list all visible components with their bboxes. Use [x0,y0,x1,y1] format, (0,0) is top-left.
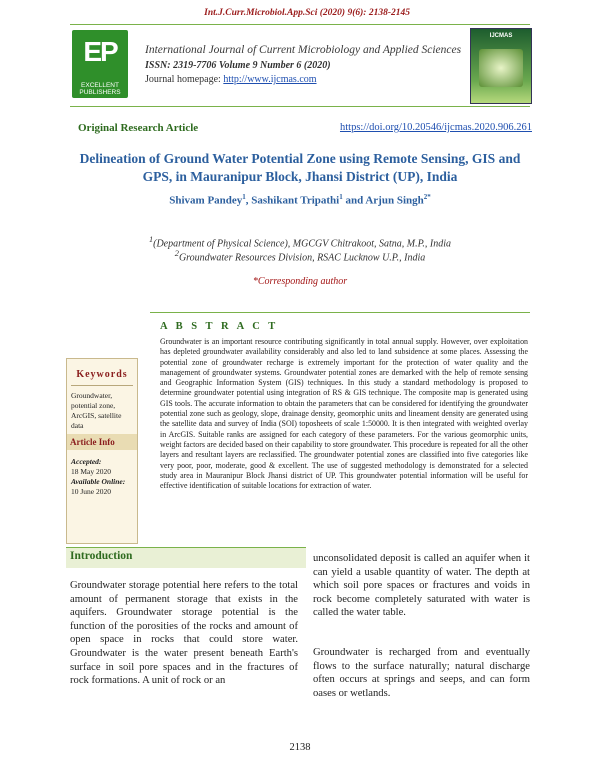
article-info-dates [71,457,135,497]
affiliation-1 [70,235,530,249]
accepted-label: Accepted: [71,457,102,466]
affiliation-text: Groundwater Resources Division, RSAC Lucknow U.P., India [178,252,426,264]
affiliation-text: (Department of Physical Science), MGCGV Chitrakoot, Satna, M.P., India [153,238,452,250]
online-label: Available Online: [71,477,126,486]
abstract-heading: A B S T R A C T [160,321,279,332]
cover-graphic [479,49,523,87]
corresponding-author-note: *Corresponding author [252,276,348,287]
article-type: Original Research Article [78,122,199,134]
abstract-divider [150,312,530,313]
header-divider [70,24,530,25]
journal-homepage-link[interactable]: http://www.ijcmas.com [223,74,317,85]
article-info-heading: Article Info [67,434,137,450]
affiliation-mark: 1 [148,235,154,244]
author-affiliation-mark: 1 [242,193,246,201]
journal-issn: ISSN: 2319-7706 Volume 9 Number 6 (2020) [145,60,331,71]
introduction-left-column: Groundwater storage potential here refers to the total amount of permanent storage that exists in the aquifers. Groundwater storage potential is the function of the porosities of the rocks and amount of open space in rocks that could store water. Groundwater is the water present beneath Earth's surface in soil pore spaces and in the fractures of rock formations. A unit of rock or an [70,580,298,687]
publisher-logo [72,30,128,98]
introduction-heading-bar [66,547,306,568]
doi-link[interactable]: https://doi.org/10.20546/ijcmas.2020.906.261 [339,122,532,133]
accepted-date: 18 May 2020 [71,467,111,476]
author-separator: and [342,194,366,207]
publisher-logo-text: EXCELLENT PUBLISHERS [79,82,121,96]
publisher-logo-letters: EP [83,36,117,67]
introduction-right-paragraph-1: unconsolidated deposit is called an aquifer when it can yield a usable quantity of water. The depth at which soil pore spaces or fractures and voids in rock become completely saturated with water is called the water table. [313,553,530,619]
page-number: 2138 [289,742,311,753]
journal-cover-image [470,28,532,104]
author-name: Sashikant Tripathi [251,194,340,207]
keywords-divider [71,385,133,386]
article-sidebar [66,358,138,544]
online-date: 10 June 2020 [71,487,111,496]
journal-homepage-label: Journal homepage: [145,74,224,85]
introduction-right-paragraph-2: Groundwater is recharged from and eventually flows to the surface naturally; natural discharge often occurs at springs and seeps, and can form oases or wetlands. [313,647,530,699]
author-separator: , [245,194,252,207]
author-name: Arjun Singh [365,194,424,207]
article-title: Delineation of Ground Water Potential Zone using Remote Sensing, GIS and GPS, in Mauranipur Block, Jhansi District (UP), India [79,151,521,184]
journal-cover-title: IJCMAS [489,33,513,39]
affiliation-2 [70,249,530,263]
author-affiliation-mark: 1 [339,193,343,201]
author-name: Shivam Pandey [169,194,243,207]
running-header: Int.J.Curr.Microbiol.App.Sci (2020) 9(6): 2138-2145 [204,8,410,18]
affiliation-mark: 2 [174,249,179,258]
journal-homepage [145,74,317,85]
author-affiliation-mark: 2* [423,193,431,201]
introduction-heading: Introduction [70,550,133,562]
abstract-text: Groundwater is an important resource contributing significantly in total annual supply. However, over exploitation has depleted groundwater availability considerably and also led to land subsidence at some places. Assessing the potential zone of groundwater recharge is extremely important for the protection of water quality and the management of groundwater systems. Groundwater potential zones are demarked with the help of remote sensing and Geographic Information System (GIS) techniques. In this study a standard methodology is proposed to determine groundwater potential using integration of RS & GIS technique. The composite map is generated using GIS tools. The accurate information to obtain the parameters that can be considered for identifying the groundwater potential zone such as geology, slope, drainage density, geomorphic units and lineament density are generated using the satellite data and survey of India (SOI) toposheets of scale 1:50000. It is then integrated with weighted overlay in ArcGIS. Suitable ranks are assigned for each category of these parameters. For the various geomorphic units, weight factors are decided based on their capability to store groundwater. This procedure is repeated for all the other layers and resultant layers are reclassified. The groundwater potential zones are classified into five categories like very poor, poor, moderate, good & excellent. The use of suggested methodology is demonstrated for a selected study area in Mauranipur Block Jhansi district of UP. This groundwater potential information will be useful for effective identification of suitable locations for extraction of water. [160,337,528,491]
journal-name: International Journal of Current Microbiology and Applied Sciences [145,44,462,56]
keywords-list: Groundwater, potential zone, ArcGIS, satellite data [71,391,122,430]
header-divider-bottom [70,106,530,107]
keywords-heading: Keywords [76,369,128,380]
author-list [70,193,530,207]
